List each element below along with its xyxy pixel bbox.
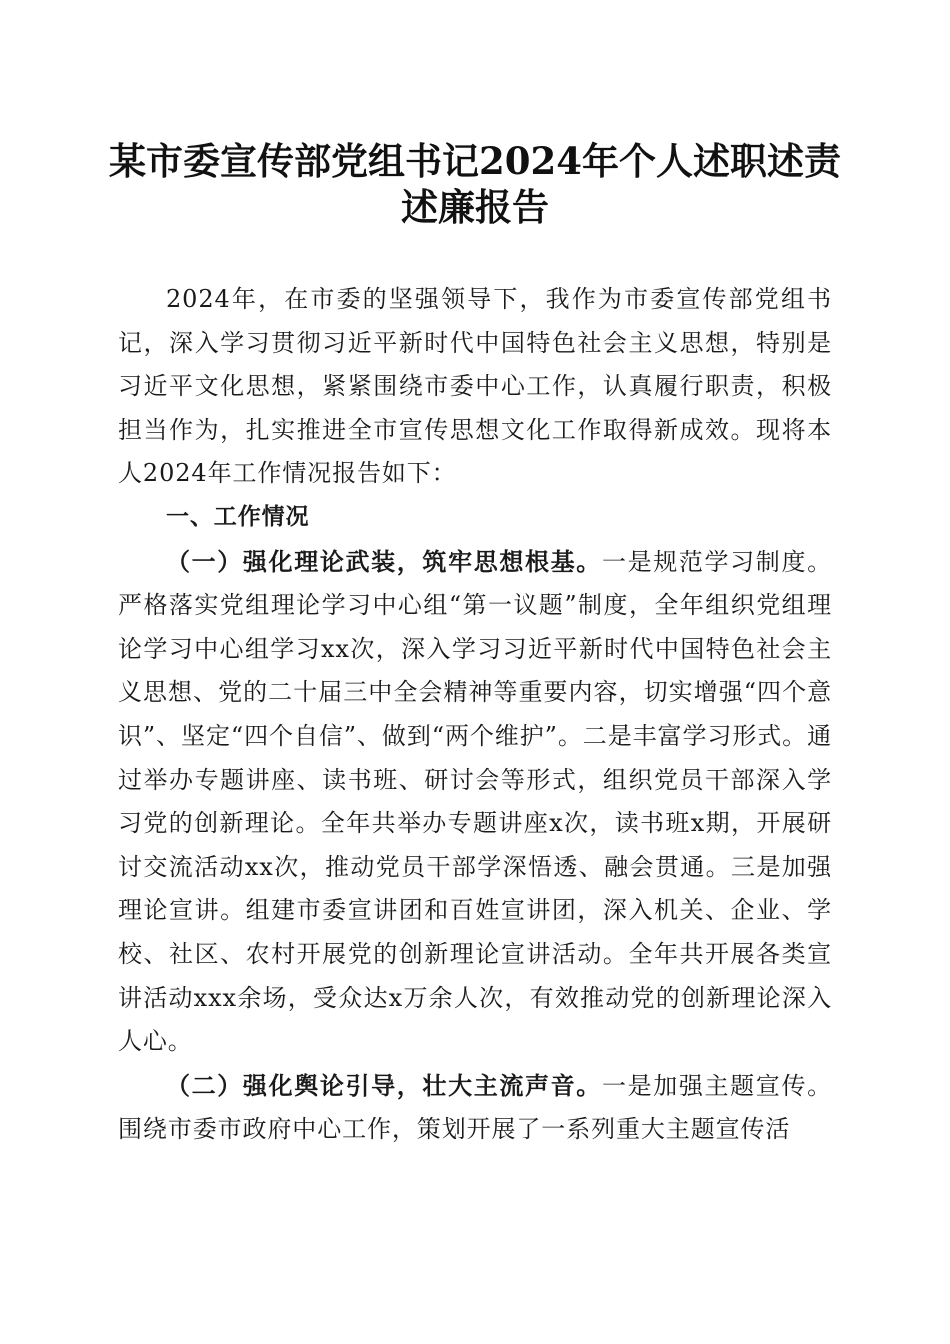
- subsection-1-text: 一是规范学习制度。严格落实党组理论学习中心组“第一议题”制度，全年组织党组理论学习中心组学习xx次，深入学习习近平新时代中国特色社会主义思想、党的二十届三中全会精神等重要内容，切实增强“四个意识”、坚定“四个自信”、做到“两个维护”。二是丰富学习形式。通过举办专题讲座、读书班、研讨会等形式，组织党员干部深入学习党的创新理论。全年共举办专题讲座x次，读书班x期，开展研讨交流活动xx次，推动党员干部学深悟透、融会贯通。三是加强理论宣讲。组建市委宣讲团和百姓宣讲团，深入机关、企业、学校、社区、农村开展党的创新理论宣讲活动。全年共开展各类宣讲活动xxx余场，受众达x万余人次，有效推动党的创新理论深入人心。: [118, 547, 832, 1056]
- document-title: [100, 138, 850, 230]
- intro-paragraph: 2024年，在市委的坚强领导下，我作为市委宣传部党组书记，深入学习贯彻习近平新时代中国特色社会主义思想，特别是习近平文化思想，紧紧围绕市委中心工作，认真履行职责，积极担当作为，扎实推进全市宣传思想文化工作取得新成效。现将本人2024年工作情况报告如下：: [118, 285, 832, 488]
- subsection-2-text: 一是加强主题宣传。围绕市委市政府中心工作，策划开展了一系列重大主题宣传活: [118, 1071, 832, 1144]
- subsection-1-paragraph: [118, 540, 832, 1064]
- subsection-2-lead: （二）强化舆论引导，壮大主流声音。: [166, 1070, 602, 1100]
- subsection-2-paragraph: [118, 1064, 832, 1152]
- subsection-1-lead: （一）强化理论武装，筑牢思想根基。: [166, 546, 602, 576]
- section-heading-work: 一、工作情况: [166, 503, 310, 530]
- document-body: [118, 278, 832, 1152]
- title-line-2: 述廉报告: [401, 185, 549, 229]
- title-line-1: 某市委宣传部党组书记2024年个人述职述责: [109, 139, 841, 183]
